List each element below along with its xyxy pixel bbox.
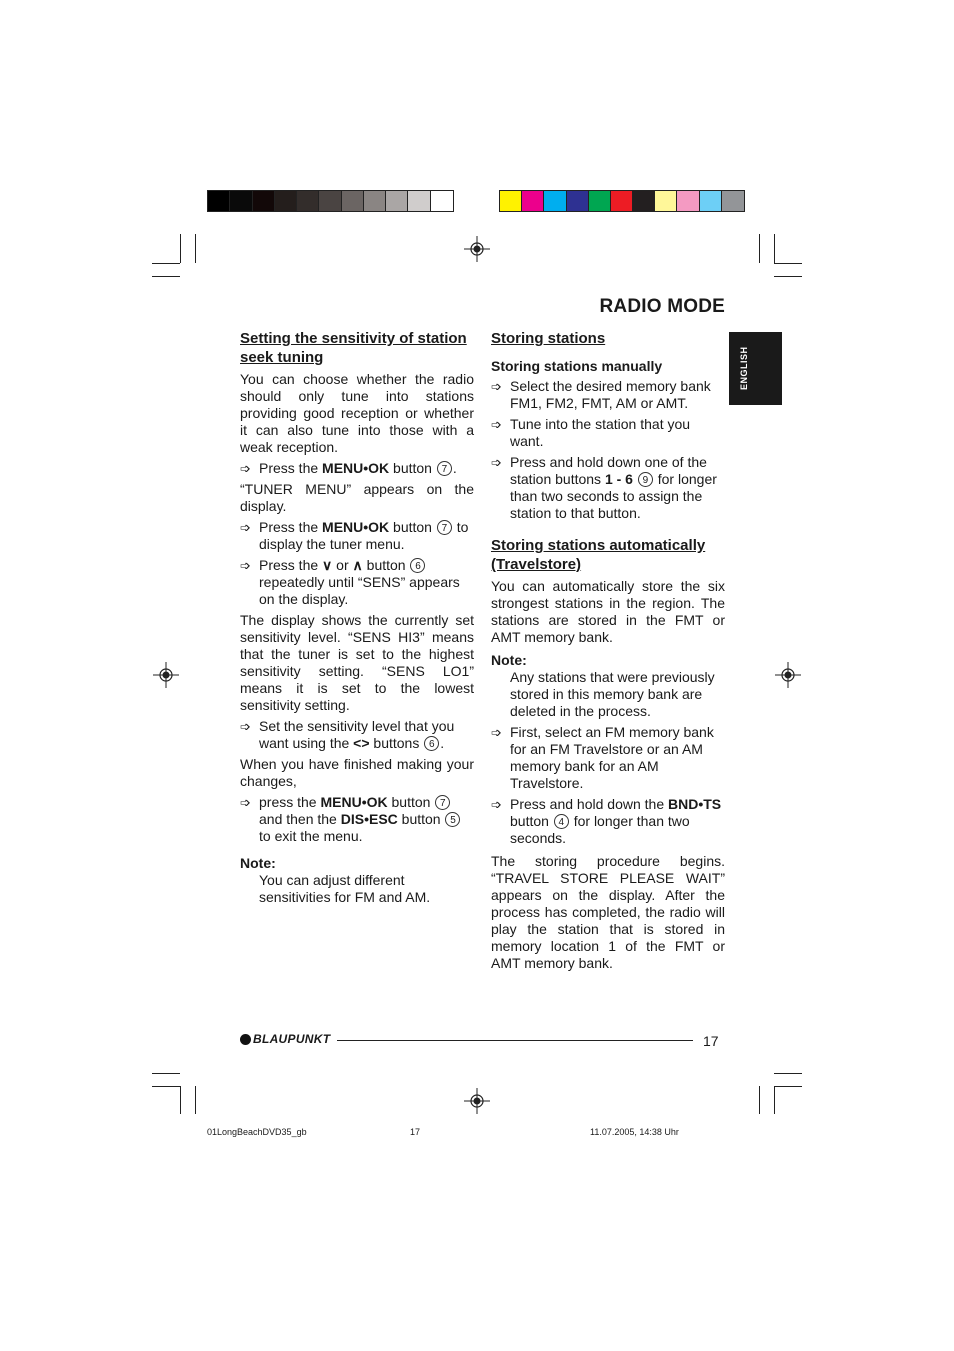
instruction-step [240,794,474,845]
crop-mark [180,234,181,263]
paragraph: You can automatically store the six strongest stations in the region. The stations are stored in the FMT or AMT memory bank. [491,578,725,645]
crop-mark [152,276,180,277]
gray-swatch [431,191,453,211]
crop-mark [759,1086,760,1114]
text: buttons [369,735,424,751]
reference-number: 9 [638,472,653,487]
reference-number: 4 [554,814,569,829]
text: and then the [259,811,341,827]
registration-mark-icon [464,236,490,262]
gray-calibration-bar [207,190,454,212]
color-swatch [722,191,744,211]
text: button [397,811,445,827]
button-name: MENU•OK [320,794,388,810]
crop-mark [180,1086,181,1114]
crop-mark [152,1086,180,1087]
paragraph: The storing procedure begins. “TRAVEL STORE PLEASE WAIT” appears on the display. After the process has completed, the radio will play the station that is stored in memory location 1 of the FMT or AMT memory bank. [491,853,725,971]
gray-swatch [342,191,364,211]
note-text: Any stations that were previously stored in this memory bank are deleted in the process. [510,669,715,719]
text: First, select an FM memory bank for an FM Travelstore or an AM memory bank for an AM Travelstore. [510,724,714,791]
gray-swatch [208,191,230,211]
text: Tune into the station that you want. [510,416,691,449]
section-heading: Storing stations [491,330,606,347]
text: . [452,460,457,476]
color-swatch [655,191,677,211]
reference-number: 5 [445,812,460,827]
crop-mark [774,1086,775,1114]
color-calibration-bar [499,190,745,212]
reference-number: 6 [424,736,439,751]
instruction-step [491,724,725,792]
text: or [332,557,353,573]
paragraph: You can choose whether the radio should only tune into stations providing good reception or whether it can also tune into those with a weak reception. [240,371,474,455]
brand-logo [240,1032,330,1046]
page-number: 17 [703,1033,719,1049]
registration-mark-icon [775,662,801,688]
footer-divider [337,1040,693,1041]
note-heading: Note: [491,652,527,668]
note-text: You can adjust different sensitivities for FM and AM. [259,872,431,905]
arrow-right-icon: ➩ [491,417,502,432]
color-swatch [522,191,544,211]
text: button [510,813,553,829]
text: Set the sensitivity level that you want using the [259,718,455,751]
subheading: Storing stations manually [491,358,663,374]
color-swatch [500,191,522,211]
text: Select the desired memory bank FM1, FM2, FMT, AM or AMT. [510,378,711,411]
arrow-right-icon: ➩ [240,795,251,810]
slug-filename: 01LongBeachDVD35_gb [207,1127,307,1137]
button-name: MENU•OK [322,460,390,476]
color-swatch [589,191,611,211]
note-heading: Note: [240,855,276,871]
gray-swatch [408,191,430,211]
text: repeatedly until “SENS” appears on the display. [259,574,460,607]
reference-number: 7 [435,795,450,810]
arrow-right-icon: ➩ [491,797,502,812]
text: . [440,735,445,751]
button-name: DIS•ESC [340,811,398,827]
crop-mark [774,1086,802,1087]
arrow-right-icon: ➩ [491,725,502,740]
color-swatch [700,191,722,211]
instruction-step [491,796,725,847]
registration-mark-icon [464,1088,490,1114]
registration-mark-icon [153,662,179,688]
instruction-step [491,378,725,412]
crop-mark [774,263,802,264]
text: for longer than two seconds. [510,813,690,846]
left-column [240,329,474,910]
crop-mark [774,1073,802,1074]
gray-swatch [319,191,341,211]
instruction-step [240,519,474,553]
instruction-step [240,460,474,477]
left-right-arrows-icon: <> [353,735,370,751]
down-arrow-icon: ∨ [322,557,333,573]
crop-mark [759,234,760,263]
text: to display the tuner menu. [259,519,469,552]
paragraph: “TUNER MENU” appears on the display. [240,481,474,514]
paragraph: The display shows the currently set sensitivity level. “SENS HI3” means that the tuner is set to the highest sensitivity setting. “SENS LO1” means it is set to the lowest sensitivity setting. [240,612,474,713]
color-swatch [633,191,655,211]
button-name: MENU•OK [322,519,390,535]
text: Press the [259,557,323,573]
page-title: RADIO MODE [599,296,725,317]
gray-swatch [386,191,408,211]
crop-mark [774,234,775,263]
text: Press the [259,460,323,476]
reference-number: 6 [410,558,425,573]
text: to exit the menu. [259,828,363,844]
crop-mark [774,276,802,277]
section-heading: Storing stations automatically (Travelstore) [491,537,706,573]
text: button [387,794,435,810]
gray-swatch [275,191,297,211]
up-arrow-icon: ∧ [352,557,363,573]
crop-mark [195,234,196,263]
gray-swatch [253,191,275,211]
arrow-right-icon: ➩ [240,719,251,734]
gray-swatch [364,191,386,211]
crop-mark [152,263,180,264]
instruction-step [491,416,725,450]
button-name: 1 - 6 [604,471,633,487]
logo-dot-icon [240,1034,251,1045]
section-heading: Setting the sensitivity of station seek tuning [240,330,467,366]
arrow-right-icon: ➩ [491,379,502,394]
text: for longer than two seconds to assign the station to that button. [510,471,717,521]
language-tab [729,332,782,405]
crop-mark [195,1086,196,1114]
text: Press and hold down the [510,796,668,812]
arrow-right-icon: ➩ [491,455,502,470]
gray-swatch [230,191,252,211]
color-swatch [677,191,699,211]
text: button [389,519,436,535]
arrow-right-icon: ➩ [240,520,251,535]
text: press the [259,794,321,810]
slug-page: 17 [410,1127,421,1137]
button-name: BND•TS [668,796,722,812]
language-tab-label: ENGLISH [739,346,749,390]
gray-swatch [297,191,319,211]
arrow-right-icon: ➩ [240,461,251,476]
text: Press and hold down one of the station buttons [510,454,707,487]
crop-mark [152,1073,180,1074]
color-swatch [544,191,566,211]
arrow-right-icon: ➩ [240,558,251,573]
reference-number: 7 [437,520,452,535]
instruction-step [491,454,725,522]
text: button [389,460,436,476]
brand-name: BLAUPUNKT [253,1032,331,1046]
reference-number: 7 [437,461,452,476]
slug-date: 11.07.2005, 14:38 Uhr [590,1127,679,1137]
instruction-step [240,718,474,752]
color-swatch [611,191,633,211]
right-column [491,329,725,976]
text: Press the [259,519,323,535]
text: button [362,557,410,573]
instruction-step [240,557,474,608]
paragraph: When you have finished making your changes, [240,756,474,789]
color-swatch [567,191,589,211]
